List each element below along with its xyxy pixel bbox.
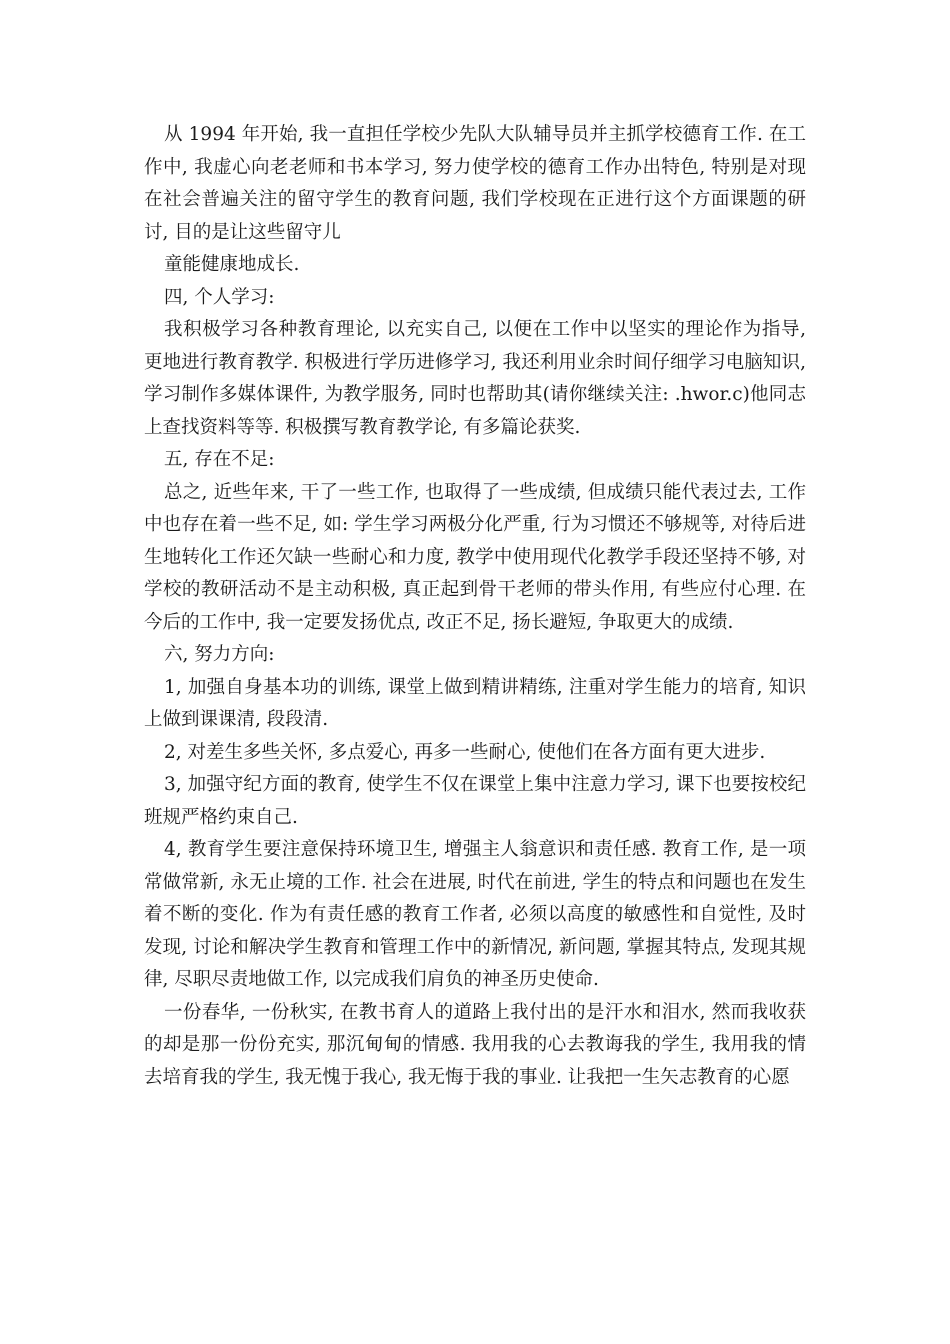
paragraph-shortcomings: 总之, 近些年来, 干了一些工作, 也取得了一些成绩, 但成绩只能代表过去, 工作中也存在着一些不足, 如: 学生学习两极分化严重, 行为习惯还不够规等, 对待后进生地转化工作还欠缺一些耐心和力度, 教学中使用现代化教学手段还坚持不够, 对学校的教研活动不是主动积极, 真正起到骨干老师的带头作用, 有些应付心理. 在今后的工作中, 我一定要发扬优点, 改正不足, 扬长避短, 争取更大的成绩. [144, 481, 806, 633]
document-body [144, 119, 806, 1094]
list-item-2: 2, 对差生多些关怀, 多点爱心, 再多一些耐心, 使他们在各方面有更大进步. [164, 741, 766, 763]
list-item-3: 3, 加强守纪方面的教育, 使学生不仅在课堂上集中注意力学习, 课下也要按校纪班规严格约束自己. [144, 774, 806, 828]
paragraph-personal-study: 我积极学习各种教育理论, 以充实自己, 以便在工作中以坚实的理论作为指导, 更地进行教育教学. 积极进行学历进修学习, 我还利用业余时间仔细学习电脑知识, 学习制作多媒体课件, 为教学服务, 同时也帮助其(请你继续关注: .hwor.c)他同志上查找资料等等. 积极撰写教育教学论, 有多篇论获奖. [144, 319, 806, 438]
section-heading-shortcomings: 五, 存在不足: [164, 449, 275, 470]
paragraph-closing: 一份春华, 一份秋实, 在教书育人的道路上我付出的是汗水和泪水, 然而我收获的却是那一份份充实, 那沉甸甸的情感. 我用我的心去教诲我的学生, 我用我的情去培育我的学生, 我无愧于我心, 我无悔于我的事业. 让我把一生矢志教育的心愿 [144, 1001, 806, 1088]
list-item-4: 4, 教育学生要注意保持环境卫生, 增强主人翁意识和责任感. 教育工作, 是一项常做常新, 永无止境的工作. 社会在进展, 时代在前进, 学生的特点和问题也在发生着不断的变化. 作为有责任感的教育工作者, 必须以高度的敏感性和自觉性, 及时发现, 讨论和解决学生教育和管理工作中的新情况, 新问题, 掌握其特点, 发现其规律, 尽职尽责地做工作, 以完成我们肩负的神圣历史使命. [144, 839, 806, 990]
paragraph-intro-moral-education: 从 1994 年开始, 我一直担任学校少先队大队辅导员并主抓学校德育工作. 在工作中, 我虚心向老老师和书本学习, 努力使学校的德育工作办出特色, 特别是对现在社会普遍关注的留守学生的教育问题, 我们学校现在正进行这个方面课题的研讨, 目的是让这些留守儿 [144, 124, 806, 243]
paragraph-continuation: 童能健康地成长. [164, 254, 300, 275]
section-heading-direction: 六, 努力方向: [164, 644, 275, 665]
section-heading-personal-study: 四, 个人学习: [164, 286, 275, 308]
list-item-1: 1, 加强自身基本功的训练, 课堂上做到精讲精练, 注重对学生能力的培育, 知识上做到课课清, 段段清. [144, 676, 806, 730]
